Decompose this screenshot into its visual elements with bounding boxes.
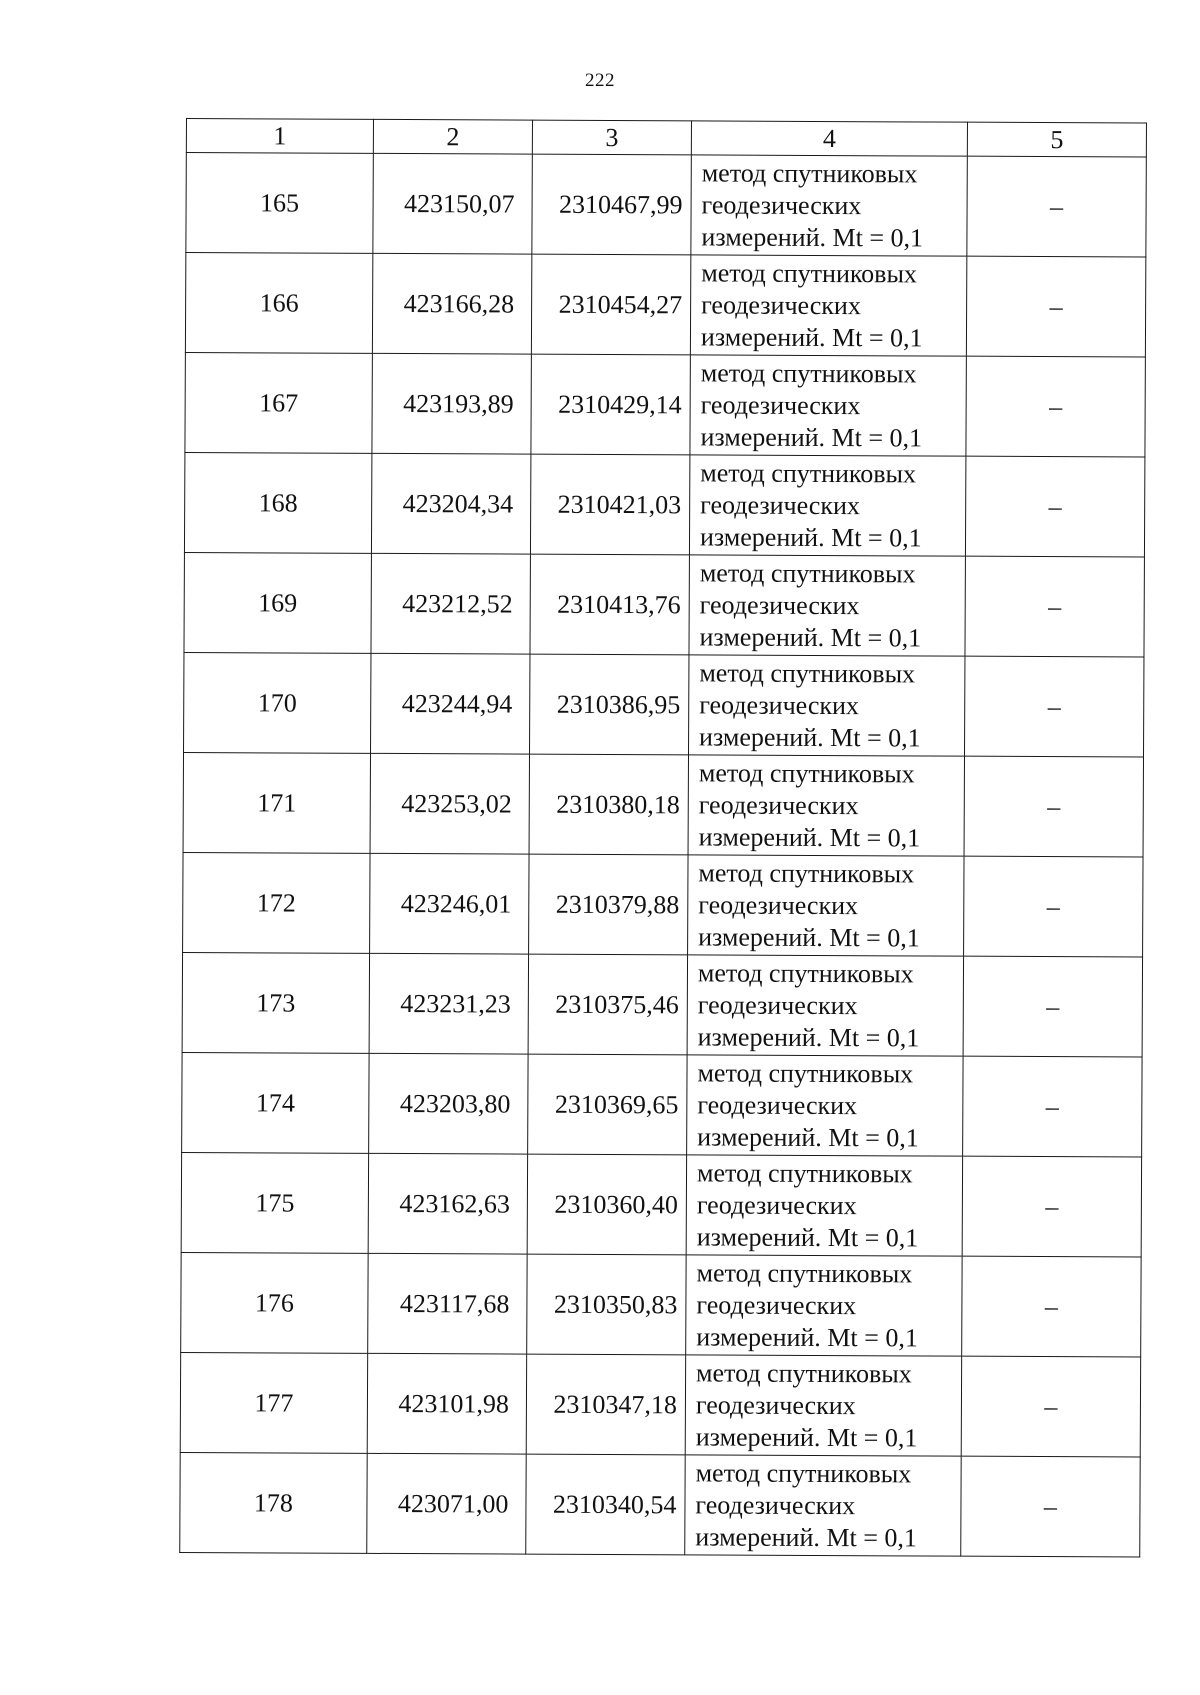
method-text-line: измерений. Mt = 0,1 — [696, 1221, 919, 1252]
method-text-line: геодезических — [699, 689, 860, 720]
y-coordinate-cell: 2310429,14 — [531, 354, 690, 455]
column-header: 4 — [691, 121, 967, 156]
table-row — [184, 552, 1144, 657]
table-row — [183, 852, 1143, 957]
method-text-line: метод спутниковых — [697, 957, 914, 988]
method-cell — [686, 1255, 962, 1356]
y-coordinate-cell: 2310369,65 — [528, 1054, 687, 1155]
y-coordinate-cell: 2310421,03 — [530, 454, 689, 555]
y-coordinate-cell: 2310413,76 — [530, 554, 689, 655]
method-text-line: метод спутниковых — [701, 257, 918, 288]
method-text-line: измерений. Mt = 0,1 — [695, 1521, 917, 1552]
y-coordinate-cell: 2310379,88 — [529, 854, 688, 955]
table-row — [180, 1452, 1140, 1557]
y-coordinate-cell: 2310380,18 — [529, 754, 688, 855]
note-cell: – — [965, 556, 1144, 657]
table-body — [180, 153, 1147, 1558]
x-coordinate-cell: 423244,94 — [371, 653, 530, 754]
table-row — [186, 153, 1146, 258]
method-cell — [685, 1455, 961, 1556]
method-text-line: метод спутниковых — [696, 1357, 912, 1388]
x-coordinate-cell: 423204,34 — [371, 453, 530, 554]
method-cell — [685, 1355, 961, 1456]
method-text-line: измерений. Mt = 0,1 — [695, 1421, 918, 1452]
column-header: 3 — [532, 120, 691, 155]
x-coordinate-cell: 423162,63 — [368, 1153, 527, 1254]
y-coordinate-cell: 2310375,46 — [528, 954, 687, 1055]
method-text-line: метод спутниковых — [697, 1057, 914, 1088]
method-cell — [687, 1055, 963, 1156]
x-coordinate-cell: 423101,98 — [367, 1353, 526, 1454]
method-text-line: измерений. Mt = 0,1 — [700, 321, 923, 352]
method-text-line: геодезических — [697, 1089, 858, 1120]
y-coordinate-cell: 2310467,99 — [532, 154, 691, 255]
method-text-line: метод спутниковых — [699, 557, 916, 588]
method-text-line: геодезических — [700, 389, 861, 420]
coordinates-table — [179, 118, 1147, 1558]
x-coordinate-cell: 423203,80 — [369, 1053, 528, 1154]
method-text-line: геодезических — [695, 1489, 856, 1520]
note-cell: – — [966, 356, 1145, 457]
method-text-line: метод спутниковых — [695, 1457, 912, 1488]
point-number-cell: 171 — [183, 752, 370, 853]
point-number-cell: 169 — [184, 552, 371, 653]
method-text-line: геодезических — [696, 1289, 857, 1320]
note-cell: – — [966, 256, 1145, 357]
method-text-line: измерений. Mt = 0,1 — [696, 1321, 918, 1352]
method-cell — [687, 955, 963, 1056]
x-coordinate-cell: 423071,00 — [367, 1453, 526, 1554]
method-text-line: измерений. Mt = 0,1 — [701, 221, 924, 252]
header-row — [186, 119, 1146, 158]
column-header: 1 — [186, 119, 373, 154]
method-cell — [689, 555, 965, 656]
method-text-line: геодезических — [699, 589, 860, 620]
table-row — [180, 1352, 1140, 1457]
x-coordinate-cell: 423117,68 — [368, 1253, 527, 1354]
x-coordinate-cell: 423150,07 — [373, 153, 532, 254]
table-row — [184, 452, 1144, 557]
point-number-cell: 178 — [180, 1452, 367, 1553]
method-cell — [688, 855, 964, 956]
point-number-cell: 177 — [180, 1352, 367, 1453]
method-text-line: измерений. Mt = 0,1 — [699, 521, 922, 552]
x-coordinate-cell: 423166,28 — [372, 253, 531, 354]
method-text-line: метод спутниковых — [698, 757, 915, 788]
method-text-line: геодезических — [701, 189, 862, 220]
method-text-line: метод спутниковых — [696, 1257, 913, 1288]
table-row — [184, 652, 1144, 757]
point-number-cell: 176 — [181, 1252, 368, 1353]
x-coordinate-cell: 423253,02 — [370, 753, 529, 854]
y-coordinate-cell: 2310454,27 — [531, 254, 690, 355]
table-header — [186, 119, 1146, 158]
method-cell — [688, 755, 964, 856]
note-cell: – — [964, 856, 1143, 957]
method-cell — [686, 1155, 962, 1256]
page-number: 222 — [585, 70, 615, 91]
x-coordinate-cell: 423193,89 — [372, 353, 531, 454]
y-coordinate-cell: 2310350,83 — [527, 1254, 686, 1355]
method-text-line: метод спутниковых — [698, 857, 915, 888]
method-text-line: измерений. Mt = 0,1 — [697, 1121, 919, 1152]
point-number-cell: 170 — [184, 652, 371, 753]
point-number-cell: 165 — [186, 153, 373, 254]
note-cell: – — [963, 1056, 1142, 1157]
point-number-cell: 173 — [182, 952, 369, 1053]
table-row — [181, 1152, 1141, 1257]
note-cell: – — [961, 1356, 1140, 1457]
x-coordinate-cell: 423212,52 — [371, 553, 530, 654]
method-text-line: геодезических — [696, 1189, 857, 1220]
point-number-cell: 175 — [181, 1152, 368, 1253]
method-text-line: измерений. Mt = 0,1 — [699, 721, 921, 752]
y-coordinate-cell: 2310360,40 — [527, 1154, 686, 1255]
y-coordinate-cell: 2310347,18 — [526, 1354, 685, 1455]
note-cell: – — [965, 656, 1144, 757]
method-cell — [691, 155, 967, 256]
point-number-cell: 168 — [184, 452, 371, 553]
method-text-line: метод спутниковых — [700, 357, 917, 388]
note-cell: – — [964, 756, 1143, 857]
method-cell — [690, 255, 966, 356]
method-text-line: метод спутниковых — [696, 1157, 913, 1188]
method-text-line: метод спутниковых — [701, 157, 918, 188]
point-number-cell: 167 — [185, 352, 372, 453]
y-coordinate-cell: 2310386,95 — [530, 654, 689, 755]
note-cell: – — [961, 1456, 1140, 1557]
method-cell — [690, 355, 966, 456]
note-cell: – — [962, 1256, 1141, 1357]
note-cell: – — [962, 1156, 1141, 1257]
note-cell: – — [963, 956, 1142, 1057]
method-cell — [689, 455, 965, 556]
table-row — [181, 1252, 1141, 1357]
column-header: 2 — [373, 119, 532, 154]
method-text-line: геодезических — [695, 1389, 856, 1420]
table-row — [185, 253, 1145, 358]
note-cell: – — [967, 156, 1146, 257]
method-text-line: измерений. Mt = 0,1 — [700, 421, 923, 452]
y-coordinate-cell: 2310340,54 — [526, 1454, 685, 1555]
method-text-line: геодезических — [701, 289, 861, 320]
table-row — [183, 752, 1143, 857]
point-number-cell: 172 — [183, 852, 370, 953]
x-coordinate-cell: 423231,23 — [369, 953, 528, 1054]
method-cell — [689, 655, 965, 756]
method-text-line: измерений. Mt = 0,1 — [698, 821, 921, 852]
method-text-line: метод спутниковых — [699, 657, 916, 688]
table-row — [185, 352, 1145, 457]
table-row — [182, 952, 1142, 1057]
method-text-line: измерений. Mt = 0,1 — [699, 621, 922, 652]
point-number-cell: 174 — [182, 1052, 369, 1153]
x-coordinate-cell: 423246,01 — [370, 853, 529, 954]
point-number-cell: 166 — [185, 253, 372, 354]
method-text-line: геодезических — [698, 889, 859, 920]
method-text-line: геодезических — [700, 489, 860, 520]
method-text-line: геодезических — [697, 989, 858, 1020]
table-row — [182, 1052, 1142, 1157]
column-header: 5 — [967, 122, 1146, 157]
note-cell: – — [965, 456, 1144, 557]
method-text-line: метод спутниковых — [700, 457, 917, 488]
method-text-line: геодезических — [698, 789, 859, 820]
method-text-line: измерений. Mt = 0,1 — [698, 921, 920, 952]
method-text-line: измерений. Mt = 0,1 — [697, 1021, 920, 1052]
